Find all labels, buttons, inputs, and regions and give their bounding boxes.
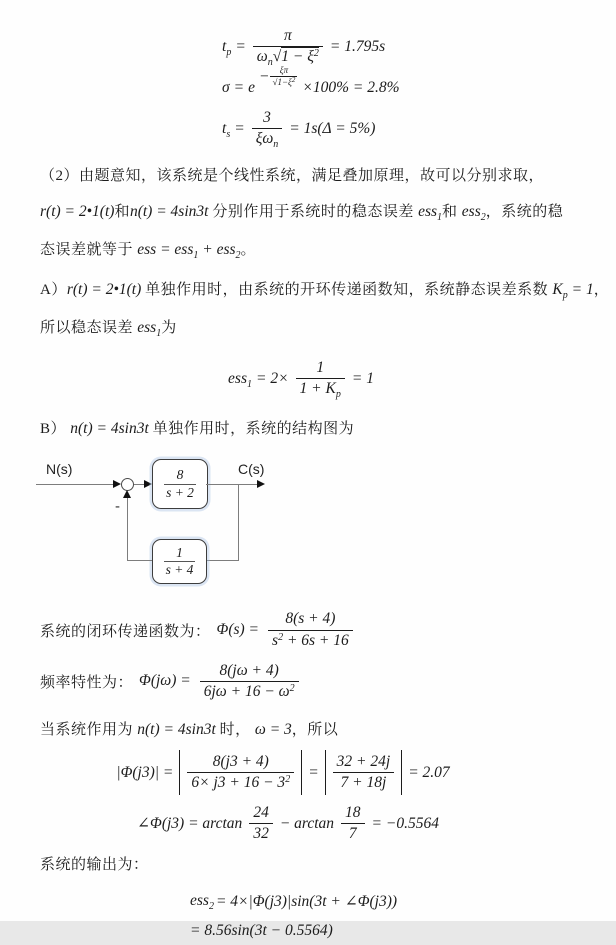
text-line: r(t) = 2•1(t)和n(t) = 4sin3t 分别作用于系统时的稳态误差 ess$_1$和 ess$_2$，系统的稳 bbox=[40, 203, 564, 224]
feedback-up-line bbox=[127, 498, 128, 561]
fraction: $\frac{\pi}{\omega_n√1 - \xi^2}$ bbox=[253, 26, 323, 67]
block-diagram bbox=[36, 457, 326, 597]
text-line: （2）由题意知，该系统是个线性系统，满足叠加原理，故可以分别求取， bbox=[40, 168, 545, 185]
ess2-line1: ess$_2$ = 4×|Φ(j3)|sin(3t + ∠Φ(j3)) bbox=[190, 891, 398, 912]
formula-ess2 bbox=[190, 887, 616, 945]
exponent-fraction: − $\frac{\xi\pi}{√1-\xi^2}$ bbox=[259, 65, 296, 88]
formula-settling-time: $t_s$ = $\frac{3}{\xi\omega_n}$ = 1s(Δ = 5%) bbox=[222, 108, 376, 151]
text-line: 态误差就等于 ess = ess$_1$ + ess$_2$。 bbox=[40, 241, 257, 262]
fraction: $\frac{3}{\xi\omega_n}$ bbox=[252, 108, 283, 149]
diagram-input-label: N(s) bbox=[46, 461, 73, 478]
formula-magnitude: |Φ(j3)| = $\frac{8(j3 + 4)}{6\times j3 + 16 - 3^2}$ = $\frac{32 + 24j}{7 + 18j}$ = 2.07 bbox=[0, 750, 616, 795]
input-line bbox=[36, 484, 114, 485]
paragraph-case-b bbox=[0, 411, 616, 447]
result-value: = −0.5564 bbox=[371, 814, 439, 832]
formula-group-time-domain bbox=[0, 0, 616, 149]
closed-loop-label: 系统的闭环传递函数为： bbox=[40, 623, 211, 640]
formula-ess1: ess$_1$ = 2× $\frac{1}{1 + K_p}$ = 1 bbox=[228, 359, 374, 401]
var-ts: t bbox=[222, 119, 227, 137]
absolute-value: $\frac{8(j3 + 4)}{6\times j3 + 16 - 3^2}$ bbox=[179, 750, 302, 795]
text-line: B） n(t) = 4sin3t 单独作用时，系统的结构图为 bbox=[40, 420, 355, 438]
feedback-into-block2-line bbox=[204, 560, 239, 561]
text-line: A）r(t) = 2•1(t) 单独作用时，由系统的开环传递函数知，系统静态误差系数 $K_p = 1$， bbox=[40, 281, 610, 302]
fraction: $\frac{8(s + 4)}{s^2 + 6s + 16}$ bbox=[268, 609, 353, 650]
arrowhead-into-summer-icon bbox=[113, 480, 121, 488]
feedback-return-line bbox=[127, 560, 152, 561]
paragraph-superposition bbox=[0, 158, 616, 270]
arrowhead-feedback-icon bbox=[123, 490, 131, 498]
formula-peak-time: $t_p$ = $\frac{\pi}{\omega_n√1 - \xi^2}$ = 1.795s bbox=[222, 27, 386, 69]
text-line: 当系统作用为 n(t) = 4sin3t 时， ω = 3，所以 bbox=[40, 721, 339, 738]
text-line: 系统的输出为： bbox=[40, 856, 149, 873]
fraction: $\frac{24}{32}$ bbox=[249, 803, 273, 844]
result-value: = 8.56sin(3t − 0.5564) bbox=[190, 921, 333, 939]
diagram-output-label: C(s) bbox=[238, 461, 265, 478]
result-value: = 1.795s bbox=[329, 37, 386, 55]
formula-phase: ∠Φ(j3) = arctan $\frac{24}{32}$ − arctan $\frac{18}{7}$ = −0.5564 bbox=[0, 803, 616, 844]
feedback-tap-line bbox=[238, 484, 239, 561]
frequency-row: 频率特性为： Φ(jω) = $\frac{8(j\omega + 4)}{6j\omega + 16 - \omega^2}$ bbox=[0, 661, 616, 702]
block-forward-path: $\frac{8}{s + 2}$ bbox=[152, 459, 208, 509]
result-value: = 2.07 bbox=[408, 763, 450, 781]
minus-sign: - bbox=[115, 498, 120, 516]
absolute-value: $\frac{32 + 24j}{7 + 18j}$ bbox=[325, 750, 403, 795]
paragraph-omega bbox=[0, 712, 616, 748]
fraction: $\frac{1}{1 + K_p}$ bbox=[296, 358, 345, 399]
frequency-label: 频率特性为： bbox=[40, 674, 134, 691]
var-tp: t bbox=[222, 37, 227, 55]
closed-loop-row: 系统的闭环传递函数为： Φ(s) = $\frac{8(s + 4)}{s^2 + 6s + 16}$ bbox=[0, 609, 616, 650]
arrowhead-output-icon bbox=[257, 480, 265, 488]
formula-overshoot: σ = e − $\frac{\xi\pi}{√1-\xi^2}$ ×100% = 2.8% bbox=[222, 65, 400, 96]
fraction: $\frac{8(j\omega + 4)}{6j\omega + 16 - \omega^2}$ bbox=[200, 661, 299, 702]
output-line bbox=[206, 484, 258, 485]
block-feedback-path: $\frac{1}{s + 4}$ bbox=[152, 539, 207, 584]
paragraph-case-a bbox=[0, 272, 616, 348]
result-value: = 1 bbox=[351, 369, 374, 387]
output-label-line bbox=[0, 847, 616, 883]
result-value: ×100% = 2.8% bbox=[302, 78, 400, 96]
arrowhead-into-block1-icon bbox=[144, 480, 152, 488]
text-line: 所以稳态误差 ess$_1$为 bbox=[40, 319, 177, 340]
result-value: = 1s(Δ = 5%) bbox=[289, 119, 376, 137]
fraction: $\frac{18}{7}$ bbox=[341, 803, 365, 844]
ess2-line2 bbox=[190, 917, 616, 945]
var-sigma: σ bbox=[222, 78, 230, 96]
